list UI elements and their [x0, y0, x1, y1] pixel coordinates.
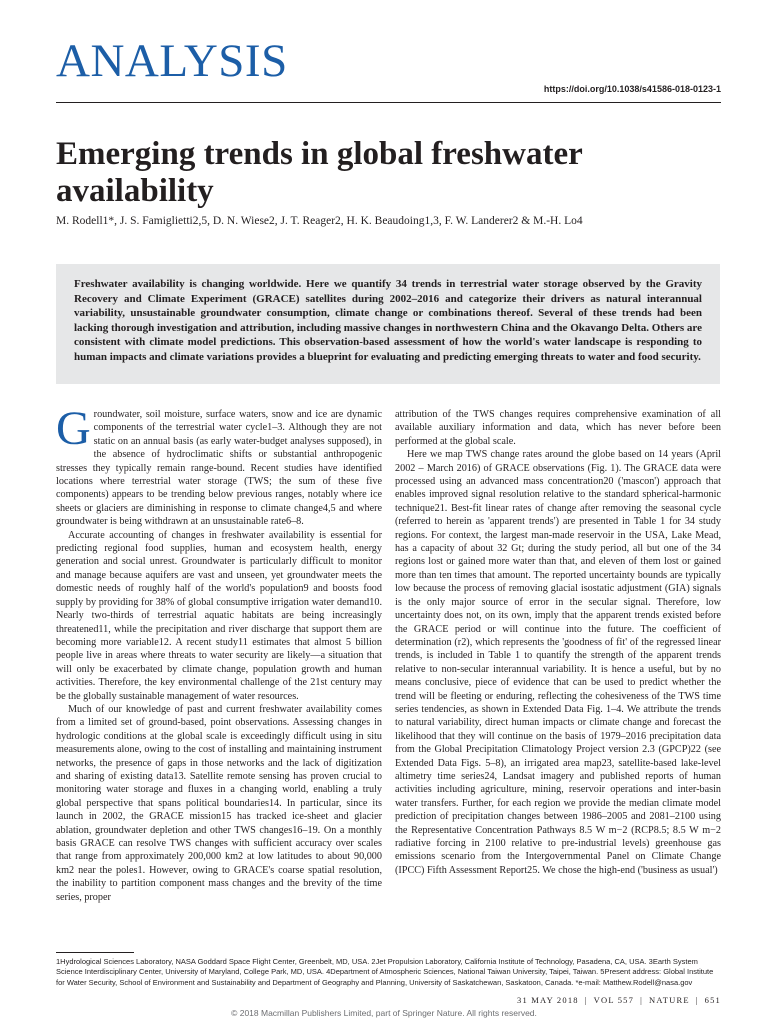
body-paragraph: Accurate accounting of changes in freshwater availability is essential for predicting regional food supplies, human and ecosystem health, energy generation and social unrest. Groundwater is particularly difficult to monitor and manage because aquifers are vast and unseen, yet groundwater meets the domestic needs of roughly half of the world's population9 and boosts food supply by providing for 38% of global consumptive irrigation water demand10. Nearly two-thirds of terrestrial aquatic habitats are being increasingly threatened11, while the precipitation and river discharge that support them are becoming more variable12. A recent study11 estimates that almost 5 billion people live in areas where threats to water security are likely—a situation that will only be exacerbated by climate change, population growth and human activities. Therefore, the key environmental challenge of the 21st century may be the globally sustainable management of water resources.	[56, 529, 382, 702]
journal-name: NATURE	[649, 995, 690, 1005]
footnote-divider	[56, 952, 134, 953]
volume: VOL 557	[593, 995, 635, 1005]
paragraph-text: roundwater, soil moisture, surface waters, snow and ice are dynamic components of the terrestrial water cycle1–3. Although they are not static on an annual basis (as early water-budget analyses supposed), in the absence of hydroclimatic shifts or substantial anthropogenic stresses they typically remain range-bound. Recent studies have identified locations where terrestrial water storage (TWS; the sum of these five components) appears to be trending below previous ranges, notably where ice sheets or glaciers are diminishing in response to climate change4,5 and where groundwater is being withdrawn at an unsustainable rate6–8.	[56, 409, 382, 528]
article-title: Emerging trends in global freshwater availability	[56, 136, 583, 209]
section-label: ANALYSIS	[56, 35, 288, 87]
abstract-text: Freshwater availability is changing worldwide. Here we quantify 34 trends in terrestrial water storage observed by the Gravity Recovery and Climate Experiment (GRACE) satellites during 2002–2016 and categorize their drivers as natural interannual variability, unsustainable groundwater consumption, climate change or combinations thereof. Several of these trends had been lacking thorough investigation and attribution, including massive changes in northwestern China and the Okavango Delta. Others are consistent with climate model predictions. This observation-based assessment of how the world's water landscape is responding to human impacts and climate variations provides a blueprint for evaluating and predicting emerging threats to water and food security.	[74, 278, 702, 363]
body-paragraph: Much of our knowledge of past and current freshwater availability comes from a limited set of ground-based, point observations. Assessing changes in hydrologic conditions at the global scale is exceedingly difficult using in situ measurements alone, owing to the cost of installing and maintaining instrument networks, the presence of gaps in those networks and the lack of digitization and sharing of existing data13. Satellite remote sensing has proven crucial to monitoring water storage and fluxes in a changing world, enabling a truly global perspective that spans political boundaries14. In particular, since its launch in 2002, the GRACE mission15 has tracked ice-sheet and glacier ablation, groundwater depletion and other TWS changes16–19. On a monthly basis GRACE can resolve TWS changes with sufficient accuracy over scales that range from approximately 200,000 km2 at low latitudes to about 90,000 km2 near the poles1. However, owing to GRACE's coarse spatial resolution, the inability to partition component mass changes and the brevity of the time series, proper	[56, 703, 382, 903]
separator: |	[584, 995, 588, 1005]
page-number: 651	[704, 995, 721, 1005]
body-paragraph	[56, 402, 382, 529]
affiliations-footnote: 1Hydrological Sciences Laboratory, NASA Goddard Space Flight Center, Greenbelt, MD, USA. 2Jet Propulsion Laboratory, California Institute of Technology, Pasadena, CA, USA. 3Earth System Science Interdisciplinary Center, University of Maryland, College Park, MD, USA. 4Department of Atmospheric Sciences, National Taiwan University, Taipei, Taiwan. 5Present address: Global Institute for Water Security, School of Environment and Sustainability and Department of Geography and Planning, University of Saskatchewan, Saskatoon, Canada. *e-mail: Matthew.Rodell@nasa.gov	[56, 957, 714, 987]
body-column-right	[395, 408, 721, 877]
separator: |	[695, 995, 699, 1005]
drop-cap: G	[56, 402, 91, 455]
author-list: M. Rodell1*, J. S. Famiglietti2,5, D. N. Wiese2, J. T. Reager2, H. K. Beaudoing1,3, F. W. Landerer2 & M.-H. Lo4	[56, 215, 583, 227]
copyright-notice: © 2018 Macmillan Publishers Limited, part of Springer Nature. All rights reserved.	[231, 1008, 537, 1018]
body-paragraph: Here we map TWS change rates around the globe based on 14 years (April 2002 – March 2016) of GRACE observations (Fig. 1). The GRACE data were processed using an advanced mass concentration20 ('mascon') approach that enables improved signal resolution relative to the standard spherical-harmonic technique21. Best-fit linear rates of change after removing the seasonal cycle (referred to herein as 'apparent trends') are presented in Table 1 for 34 study regions. For context, the largest man-made reservoir in the USA, Lake Mead, has a capacity of about 32 Gt; during the study period, all but one of the 34 regions lost or gained more water than that, and eleven of them lost or gained more than ten times that amount. The reported uncertainty bounds are typically low because the process of removing glacial isostatic adjustment (GIA) signals is the only major source of error in the secular signal. Therefore, low uncertainty does not, on its own, imply that the apparent trends existed before the GRACE period or will continue into the future. The coefficient of determination (r2), which represents the 'goodness of fit' of the regressed linear trends, is included in Table 1 to quantify the strength of the apparent trends relative to non-secular interannual variability. It is hence a useful, but by no means conclusive, piece of evidence that can be used to predict whether the trend will be fleeting or enduring, reflecting the cohesiveness of the TWS time series tendencies, as shown in Extended Data Fig. 1–4. We attribute the trends to natural variability, direct human impacts or climate change and forecast the likelihood that they will continue on the basis of 1979–2016 precipitation data from the Global Precipitation Climatology Project version 2.3 (GPCP)22 (see Extended Data Figs. 5–8), an irrigated area map23, satellite-based lake-level altimetry time series24, Landsat imagery and published reports of human activities including agriculture, mining, reservoir operations and inter-basin water transfers. Further, for each region we provide the median climate model prediction of precipitation changes between 1986–2005 and 2081–2100 using the Representative Concentration Pathways 8.5 W m−2 (RCP8.5; 8.5 W m−2 radiative forcing in 2100 relative to pre-industrial levels) greenhouse gas emissions scenario from the Intergovernmental Panel on Climate Change (IPCC) Fifth Assessment Report25. We chose the high-end ('business as usual')	[395, 449, 721, 876]
issue-date: 31 MAY 2018	[517, 995, 579, 1005]
abstract-box	[56, 264, 720, 384]
doi-link[interactable]: https://doi.org/10.1038/s41586-018-0123-1	[543, 84, 721, 94]
header-divider	[56, 102, 721, 103]
page-info	[517, 995, 721, 1005]
separator: |	[640, 995, 643, 1005]
body-paragraph: attribution of the TWS changes requires comprehensive examination of all available auxiliary information and data, which has never before been performed at the global scale.	[395, 409, 721, 447]
body-column-left	[56, 402, 382, 904]
